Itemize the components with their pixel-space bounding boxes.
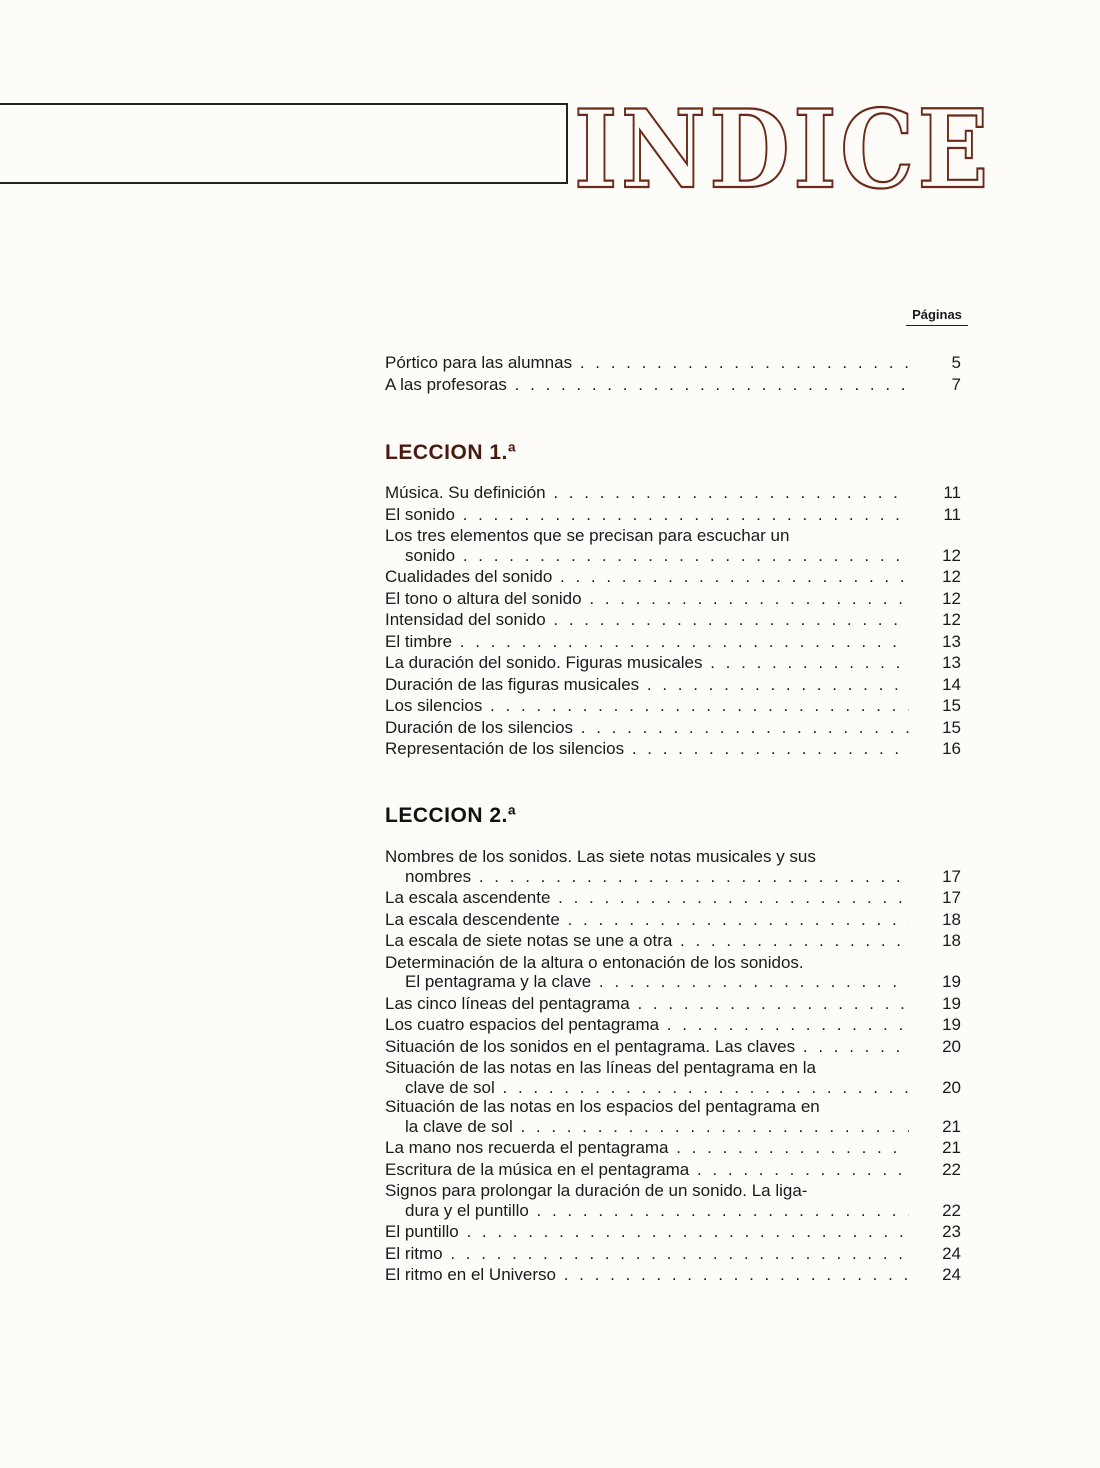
toc-entry-text: La mano nos recuerda el pentagrama . . . <box>385 1137 909 1159</box>
toc-entry-page: 19 <box>942 972 961 991</box>
toc-entry <box>385 993 961 1015</box>
toc-entry-text: Los silencios . . . <box>385 695 909 717</box>
toc-entry-page: 24 <box>942 1243 961 1263</box>
toc-intro <box>385 352 961 395</box>
toc-entry-page: 13 <box>942 653 961 672</box>
toc-entry <box>385 909 961 931</box>
toc-entry-page: 17 <box>942 888 961 907</box>
toc-entry-page: 18 <box>942 909 961 929</box>
toc-entry-page: 18 <box>942 931 961 950</box>
toc-entry-text-continued: la clave de sol . . . <box>405 1117 909 1137</box>
toc-entry-page: 13 <box>942 631 961 651</box>
toc-entry-text: Situación de los sonidos en el pentagrama. Las claves . . . <box>385 1036 909 1058</box>
toc-entry <box>385 1221 961 1243</box>
toc-entry-page: 24 <box>942 1265 961 1284</box>
toc-entry <box>385 1159 961 1181</box>
lesson-2-title: LECCION 2.ª <box>385 804 517 827</box>
toc-entry-page: 22 <box>942 1159 961 1179</box>
toc-entry-text: La duración del sonido. Figuras musicales . . . <box>385 652 909 674</box>
toc-entry-text: Situación de las notas en los espacios del pentagrama en <box>385 1097 820 1116</box>
toc-entry-page: 23 <box>942 1222 961 1241</box>
toc-entry-page: 12 <box>942 610 961 629</box>
header-rule-bottom <box>0 182 568 184</box>
toc-entry-text: Los cuatro espacios del pentagrama . . . <box>385 1014 909 1036</box>
toc-entry-text: Intensidad del sonido . . . <box>385 609 909 631</box>
toc-entry-page: 19 <box>942 993 961 1013</box>
toc-entry-text: La escala ascendente . . . <box>385 887 909 909</box>
toc-entry-page: 15 <box>942 696 961 715</box>
toc-entry-text: Determinación de la altura o entonación de los sonidos. <box>385 952 804 972</box>
toc-entry-text-continued: El pentagrama y la clave . . . <box>405 972 909 992</box>
toc-entry-page: 20 <box>942 1036 961 1056</box>
toc-entry-page: 20 <box>942 1077 961 1097</box>
toc-entry-text: La escala de siete notas se une a otra . . . <box>385 930 909 952</box>
toc-entry <box>385 1014 961 1036</box>
toc-entry-text: El ritmo . . . <box>385 1243 909 1265</box>
toc-entry-text: La escala descendente . . . <box>385 909 909 931</box>
toc-entry <box>385 1036 961 1058</box>
toc-entry-text: El tono o altura del sonido . . . <box>385 588 909 610</box>
toc-entry-page: 15 <box>942 717 961 737</box>
toc-entry <box>385 738 961 760</box>
toc-entry-text: Pórtico para las alumnas . . . <box>385 352 909 374</box>
toc-entry-page: 5 <box>951 353 961 372</box>
toc-entry-text: A las profesoras . . . <box>385 374 909 396</box>
toc-entry <box>385 374 961 396</box>
toc-entry-page: 11 <box>943 483 961 502</box>
toc-entry <box>385 953 961 992</box>
toc-entry-page: 21 <box>942 1138 961 1157</box>
toc-entry-text-continued: nombres . . . <box>405 867 909 887</box>
toc-entry <box>385 1181 961 1220</box>
toc-entry-page: 14 <box>942 674 961 694</box>
toc-entry-page: 16 <box>942 739 961 758</box>
toc-entry-text: Las cinco líneas del pentagrama . . . <box>385 993 909 1015</box>
toc-entry-text-continued: clave de sol . . . <box>405 1078 909 1098</box>
toc-entry <box>385 588 961 610</box>
toc-entry-text: Música. Su definición . . . <box>385 482 909 504</box>
toc-entry <box>385 566 961 588</box>
toc-lesson-2 <box>385 847 961 1286</box>
toc-entry <box>385 1137 961 1159</box>
toc-entry-text: Duración de las figuras musicales . . . <box>385 674 909 696</box>
toc-entry <box>385 352 961 374</box>
toc-entry <box>385 526 961 565</box>
header-rule-vertical <box>566 103 568 184</box>
toc-entry-text: Situación de las notas en las líneas del pentagrama en la <box>385 1058 816 1077</box>
header-rule-top <box>0 103 568 105</box>
toc-entry-text: El puntillo . . . <box>385 1221 909 1243</box>
toc-entry-page: 7 <box>951 374 961 394</box>
toc-entry-text: Nombres de los sonidos. Las siete notas musicales y sus <box>385 847 816 866</box>
toc-entry <box>385 887 961 909</box>
toc-entry-page: 19 <box>942 1015 961 1034</box>
toc-entry-text: El ritmo en el Universo . . . <box>385 1264 909 1286</box>
toc-entry <box>385 717 961 739</box>
toc-entry <box>385 674 961 696</box>
toc-entry <box>385 1243 961 1265</box>
toc-entry <box>385 847 961 886</box>
toc-entry <box>385 1264 961 1286</box>
toc-entry-text-continued: dura y el puntillo . . . <box>405 1201 909 1221</box>
lesson-1-title: LECCION 1.ª <box>385 441 517 464</box>
toc-entry-page: 22 <box>942 1200 961 1220</box>
toc-entry <box>385 631 961 653</box>
toc-entry-text: Cualidades del sonido . . . <box>385 566 909 588</box>
toc-entry <box>385 1058 961 1097</box>
toc-entry <box>385 930 961 952</box>
pages-column-header: Páginas <box>906 307 968 326</box>
toc-entry-page: 21 <box>942 1116 961 1136</box>
toc-entry <box>385 609 961 631</box>
toc-entry-page: 12 <box>942 567 961 586</box>
toc-entry-page: 12 <box>942 588 961 608</box>
toc-entry-text: Escritura de la música en el pentagrama . . . <box>385 1159 909 1181</box>
toc-entry-page: 17 <box>942 866 961 886</box>
toc-entry-text: El sonido . . . <box>385 504 909 526</box>
toc-entry <box>385 504 961 526</box>
toc-entry <box>385 695 961 717</box>
toc-entry <box>385 1097 961 1136</box>
toc-entry-text: Los tres elementos que se precisan para escuchar un <box>385 526 790 545</box>
page-title: INDICE <box>574 87 992 213</box>
toc-entry <box>385 652 961 674</box>
toc-entry <box>385 482 961 504</box>
toc-entry-page: 12 <box>942 545 961 565</box>
toc-entry-text: Duración de los silencios . . . <box>385 717 909 739</box>
toc-lesson-1 <box>385 482 961 760</box>
toc-entry-text: Representación de los silencios . . . <box>385 738 909 760</box>
toc-entry-text: El timbre . . . <box>385 631 909 653</box>
toc-entry-page: 11 <box>943 504 961 524</box>
toc-entry-text-continued: sonido . . . <box>405 546 909 566</box>
toc-entry-text: Signos para prolongar la duración de un sonido. La liga- <box>385 1181 808 1200</box>
